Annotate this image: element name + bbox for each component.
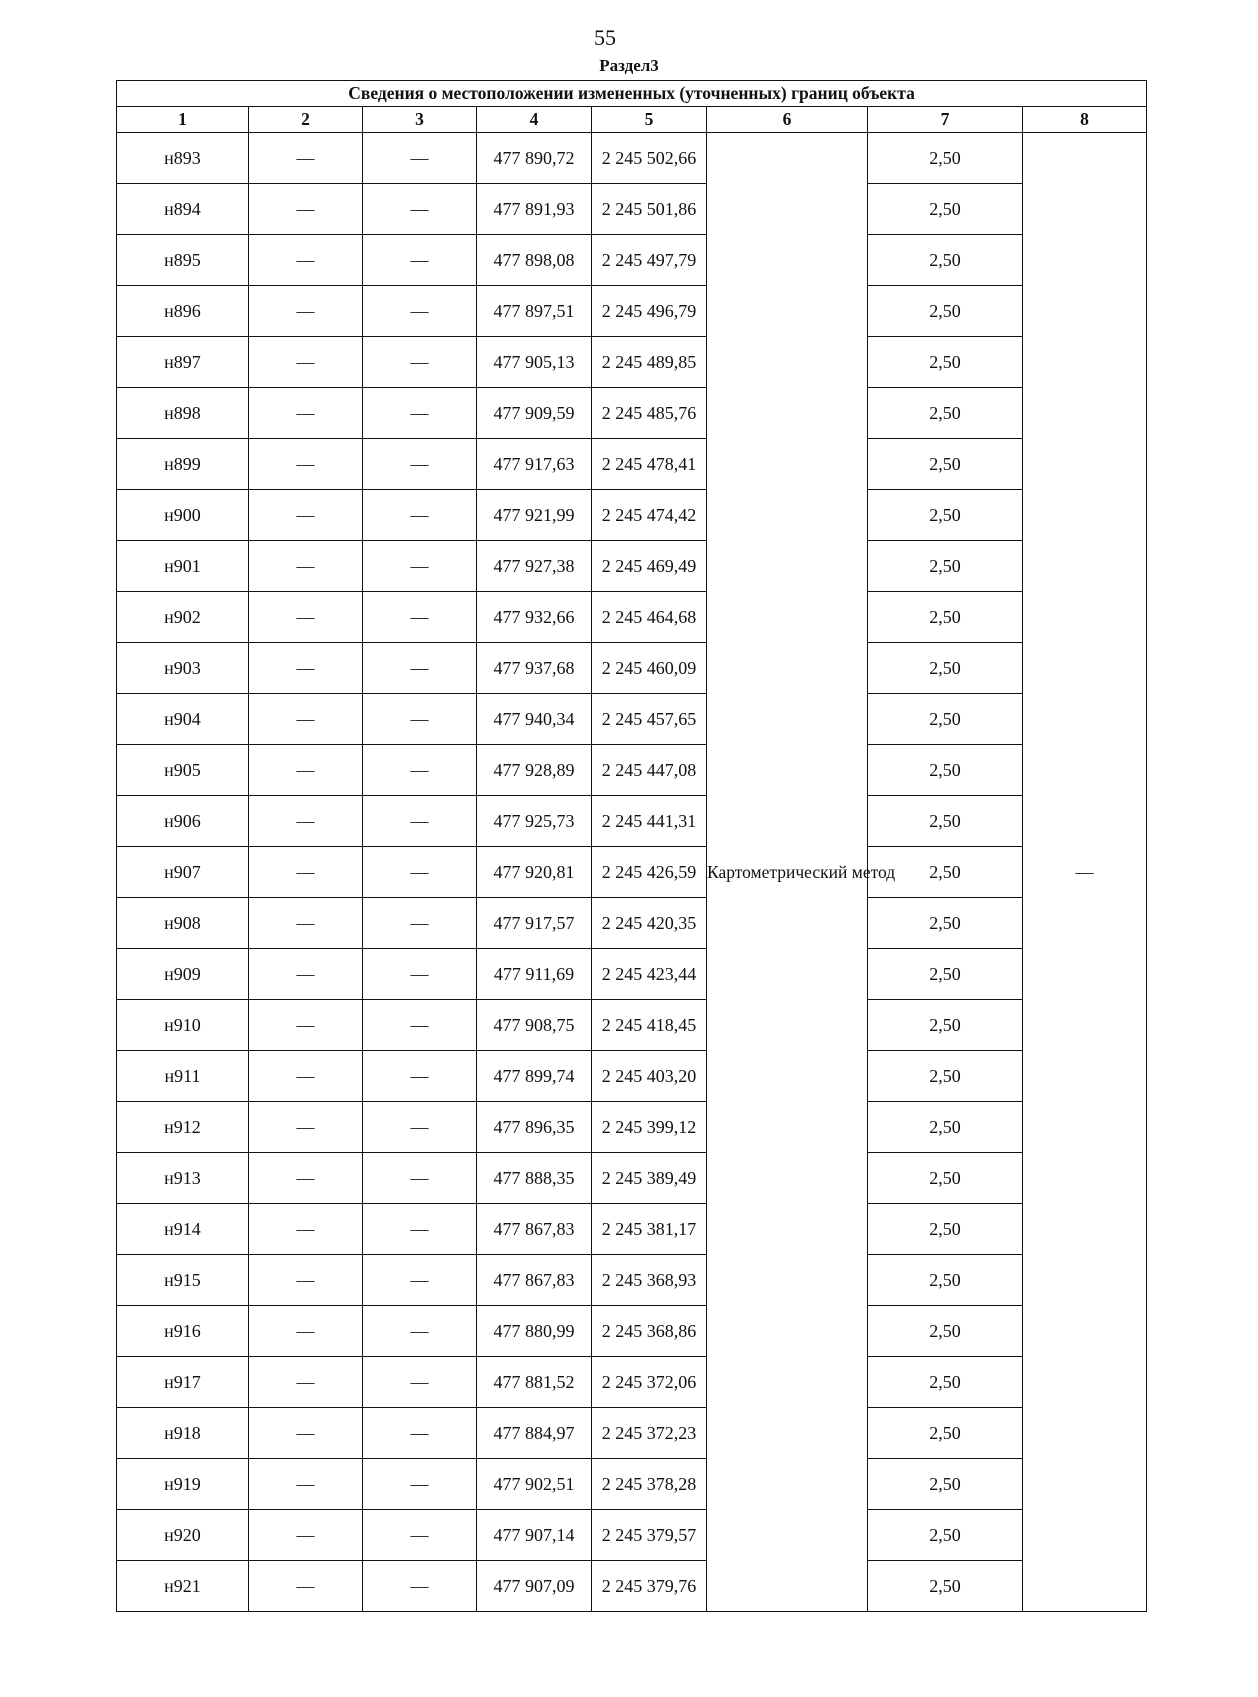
col2-dash-cell: —	[249, 1000, 363, 1051]
x-coordinate-cell: 477 907,14	[477, 1510, 592, 1561]
point-name-cell: н910	[117, 1000, 249, 1051]
accuracy-cell: 2,50	[868, 1306, 1023, 1357]
accuracy-cell: 2,50	[868, 694, 1023, 745]
point-name-cell: н895	[117, 235, 249, 286]
y-coordinate-cell: 2 245 469,49	[592, 541, 707, 592]
y-coordinate-cell: 2 245 379,57	[592, 1510, 707, 1561]
accuracy-cell: 2,50	[868, 1459, 1023, 1510]
x-coordinate-cell: 477 911,69	[477, 949, 592, 1000]
table-row	[117, 1051, 1147, 1102]
col2-dash-cell: —	[249, 847, 363, 898]
x-coordinate-cell: 477 932,66	[477, 592, 592, 643]
col2-dash-cell: —	[249, 796, 363, 847]
col2-dash-cell: —	[249, 1357, 363, 1408]
point-name-cell: н898	[117, 388, 249, 439]
accuracy-cell: 2,50	[868, 1255, 1023, 1306]
col2-dash-cell: —	[249, 133, 363, 184]
table-row	[117, 1306, 1147, 1357]
x-coordinate-cell: 477 880,99	[477, 1306, 592, 1357]
accuracy-cell: 2,50	[868, 541, 1023, 592]
y-coordinate-cell: 2 245 496,79	[592, 286, 707, 337]
point-name-cell: н896	[117, 286, 249, 337]
point-name-cell: н900	[117, 490, 249, 541]
x-coordinate-cell: 477 907,09	[477, 1561, 592, 1612]
col2-dash-cell: —	[249, 1561, 363, 1612]
col3-dash-cell: —	[363, 1255, 477, 1306]
x-coordinate-cell: 477 905,13	[477, 337, 592, 388]
y-coordinate-cell: 2 245 378,28	[592, 1459, 707, 1510]
accuracy-cell: 2,50	[868, 133, 1023, 184]
col2-dash-cell: —	[249, 184, 363, 235]
y-coordinate-cell: 2 245 379,76	[592, 1561, 707, 1612]
accuracy-cell: 2,50	[868, 1357, 1023, 1408]
table-row	[117, 1000, 1147, 1051]
table-row	[117, 949, 1147, 1000]
col3-dash-cell: —	[363, 694, 477, 745]
accuracy-cell: 2,50	[868, 286, 1023, 337]
point-name-cell: н893	[117, 133, 249, 184]
table-row	[117, 184, 1147, 235]
table-caption: Сведения о местоположении измененных (уточненных) границ объекта	[117, 81, 1147, 107]
table-row	[117, 235, 1147, 286]
x-coordinate-cell: 477 899,74	[477, 1051, 592, 1102]
table-row	[117, 1459, 1147, 1510]
col3-dash-cell: —	[363, 847, 477, 898]
table-row	[117, 1510, 1147, 1561]
x-coordinate-cell: 477 909,59	[477, 388, 592, 439]
accuracy-cell: 2,50	[868, 388, 1023, 439]
accuracy-cell: 2,50	[868, 1102, 1023, 1153]
table-row	[117, 1357, 1147, 1408]
table-row	[117, 133, 1147, 184]
table-row	[117, 1408, 1147, 1459]
table-row	[117, 286, 1147, 337]
table-row	[117, 490, 1147, 541]
table-row	[117, 1102, 1147, 1153]
col2-dash-cell: —	[249, 1153, 363, 1204]
col3-dash-cell: —	[363, 1051, 477, 1102]
x-coordinate-cell: 477 917,63	[477, 439, 592, 490]
x-coordinate-cell: 477 881,52	[477, 1357, 592, 1408]
y-coordinate-cell: 2 245 501,86	[592, 184, 707, 235]
col3-dash-cell: —	[363, 898, 477, 949]
col3-dash-cell: —	[363, 490, 477, 541]
accuracy-cell: 2,50	[868, 1051, 1023, 1102]
method-cell: Картометрический метод	[707, 133, 868, 1612]
table-row	[117, 847, 1147, 898]
point-name-cell: н916	[117, 1306, 249, 1357]
x-coordinate-cell: 477 928,89	[477, 745, 592, 796]
accuracy-cell: 2,50	[868, 1204, 1023, 1255]
col3-dash-cell: —	[363, 1000, 477, 1051]
accuracy-cell: 2,50	[868, 1408, 1023, 1459]
column-header-1: 1	[117, 107, 249, 133]
x-coordinate-cell: 477 884,97	[477, 1408, 592, 1459]
point-name-cell: н914	[117, 1204, 249, 1255]
col3-dash-cell: —	[363, 949, 477, 1000]
accuracy-cell: 2,50	[868, 184, 1023, 235]
table-row	[117, 1153, 1147, 1204]
point-name-cell: н909	[117, 949, 249, 1000]
table-body	[117, 133, 1147, 1612]
boundary-coordinates-table	[116, 80, 1147, 1612]
accuracy-cell: 2,50	[868, 1000, 1023, 1051]
accuracy-cell: 2,50	[868, 1510, 1023, 1561]
col3-dash-cell: —	[363, 1408, 477, 1459]
col2-dash-cell: —	[249, 1051, 363, 1102]
col2-dash-cell: —	[249, 949, 363, 1000]
col3-dash-cell: —	[363, 745, 477, 796]
col2-dash-cell: —	[249, 694, 363, 745]
x-coordinate-cell: 477 937,68	[477, 643, 592, 694]
col3-dash-cell: —	[363, 133, 477, 184]
y-coordinate-cell: 2 245 502,66	[592, 133, 707, 184]
point-name-cell: н918	[117, 1408, 249, 1459]
column-header-row	[117, 107, 1147, 133]
col2-dash-cell: —	[249, 388, 363, 439]
col2-dash-cell: —	[249, 490, 363, 541]
accuracy-cell: 2,50	[868, 439, 1023, 490]
x-coordinate-cell: 477 908,75	[477, 1000, 592, 1051]
table-row	[117, 1561, 1147, 1612]
point-name-cell: н899	[117, 439, 249, 490]
y-coordinate-cell: 2 245 403,20	[592, 1051, 707, 1102]
x-coordinate-cell: 477 902,51	[477, 1459, 592, 1510]
accuracy-cell: 2,50	[868, 490, 1023, 541]
table-row	[117, 541, 1147, 592]
point-name-cell: н902	[117, 592, 249, 643]
section-title: Раздел3	[599, 56, 659, 75]
col2-dash-cell: —	[249, 1408, 363, 1459]
col3-dash-cell: —	[363, 1459, 477, 1510]
point-name-cell: н911	[117, 1051, 249, 1102]
col3-dash-cell: —	[363, 235, 477, 286]
point-name-cell: н908	[117, 898, 249, 949]
col2-dash-cell: —	[249, 1306, 363, 1357]
column-header-3: 3	[363, 107, 477, 133]
point-name-cell: н906	[117, 796, 249, 847]
x-coordinate-cell: 477 891,93	[477, 184, 592, 235]
col2-dash-cell: —	[249, 286, 363, 337]
col3-dash-cell: —	[363, 592, 477, 643]
x-coordinate-cell: 477 940,34	[477, 694, 592, 745]
col2-dash-cell: —	[249, 235, 363, 286]
col3-dash-cell: —	[363, 388, 477, 439]
point-name-cell: н915	[117, 1255, 249, 1306]
y-coordinate-cell: 2 245 485,76	[592, 388, 707, 439]
col2-dash-cell: —	[249, 1459, 363, 1510]
y-coordinate-cell: 2 245 457,65	[592, 694, 707, 745]
table-row	[117, 796, 1147, 847]
x-coordinate-cell: 477 917,57	[477, 898, 592, 949]
point-name-cell: н907	[117, 847, 249, 898]
col3-dash-cell: —	[363, 1102, 477, 1153]
y-coordinate-cell: 2 245 372,06	[592, 1357, 707, 1408]
y-coordinate-cell: 2 245 464,68	[592, 592, 707, 643]
table-row	[117, 592, 1147, 643]
page-number: 55	[594, 25, 616, 50]
point-name-cell: н897	[117, 337, 249, 388]
y-coordinate-cell: 2 245 426,59	[592, 847, 707, 898]
col3-dash-cell: —	[363, 337, 477, 388]
column-header-7: 7	[868, 107, 1023, 133]
col3-dash-cell: —	[363, 184, 477, 235]
accuracy-cell: 2,50	[868, 235, 1023, 286]
col2-dash-cell: —	[249, 1510, 363, 1561]
column-header-5: 5	[592, 107, 707, 133]
point-name-cell: н920	[117, 1510, 249, 1561]
y-coordinate-cell: 2 245 418,45	[592, 1000, 707, 1051]
x-coordinate-cell: 477 920,81	[477, 847, 592, 898]
y-coordinate-cell: 2 245 441,31	[592, 796, 707, 847]
accuracy-cell: 2,50	[868, 745, 1023, 796]
x-coordinate-cell: 477 890,72	[477, 133, 592, 184]
x-coordinate-cell: 477 921,99	[477, 490, 592, 541]
point-name-cell: н903	[117, 643, 249, 694]
point-name-cell: н919	[117, 1459, 249, 1510]
y-coordinate-cell: 2 245 497,79	[592, 235, 707, 286]
table-row	[117, 694, 1147, 745]
y-coordinate-cell: 2 245 489,85	[592, 337, 707, 388]
col2-dash-cell: —	[249, 1204, 363, 1255]
accuracy-cell: 2,50	[868, 796, 1023, 847]
accuracy-cell: 2,50	[868, 949, 1023, 1000]
point-name-cell: н901	[117, 541, 249, 592]
y-coordinate-cell: 2 245 368,86	[592, 1306, 707, 1357]
col2-dash-cell: —	[249, 898, 363, 949]
col3-dash-cell: —	[363, 286, 477, 337]
table-row	[117, 643, 1147, 694]
column-header-4: 4	[477, 107, 592, 133]
y-coordinate-cell: 2 245 447,08	[592, 745, 707, 796]
point-name-cell: н894	[117, 184, 249, 235]
accuracy-cell: 2,50	[868, 1561, 1023, 1612]
col3-dash-cell: —	[363, 1561, 477, 1612]
col2-dash-cell: —	[249, 1102, 363, 1153]
y-coordinate-cell: 2 245 368,93	[592, 1255, 707, 1306]
y-coordinate-cell: 2 245 423,44	[592, 949, 707, 1000]
x-coordinate-cell: 477 897,51	[477, 286, 592, 337]
col3-dash-cell: —	[363, 439, 477, 490]
x-coordinate-cell: 477 867,83	[477, 1255, 592, 1306]
col2-dash-cell: —	[249, 643, 363, 694]
table-row	[117, 1204, 1147, 1255]
x-coordinate-cell: 477 927,38	[477, 541, 592, 592]
y-coordinate-cell: 2 245 420,35	[592, 898, 707, 949]
y-coordinate-cell: 2 245 381,17	[592, 1204, 707, 1255]
table-row	[117, 388, 1147, 439]
col3-dash-cell: —	[363, 1153, 477, 1204]
column-header-6: 6	[707, 107, 868, 133]
table-row	[117, 898, 1147, 949]
table-row	[117, 337, 1147, 388]
table-row	[117, 745, 1147, 796]
column-header-2: 2	[249, 107, 363, 133]
col3-dash-cell: —	[363, 1306, 477, 1357]
col3-dash-cell: —	[363, 643, 477, 694]
x-coordinate-cell: 477 898,08	[477, 235, 592, 286]
y-coordinate-cell: 2 245 389,49	[592, 1153, 707, 1204]
col2-dash-cell: —	[249, 1255, 363, 1306]
accuracy-cell: 2,50	[868, 847, 1023, 898]
x-coordinate-cell: 477 925,73	[477, 796, 592, 847]
col2-dash-cell: —	[249, 541, 363, 592]
col2-dash-cell: —	[249, 592, 363, 643]
accuracy-cell: 2,50	[868, 1153, 1023, 1204]
x-coordinate-cell: 477 888,35	[477, 1153, 592, 1204]
x-coordinate-cell: 477 896,35	[477, 1102, 592, 1153]
accuracy-cell: 2,50	[868, 592, 1023, 643]
point-name-cell: н913	[117, 1153, 249, 1204]
table-row	[117, 439, 1147, 490]
y-coordinate-cell: 2 245 399,12	[592, 1102, 707, 1153]
col3-dash-cell: —	[363, 541, 477, 592]
accuracy-cell: 2,50	[868, 643, 1023, 694]
y-coordinate-cell: 2 245 460,09	[592, 643, 707, 694]
col2-dash-cell: —	[249, 439, 363, 490]
point-name-cell: н917	[117, 1357, 249, 1408]
col8-dash-cell: —	[1023, 133, 1147, 1612]
col3-dash-cell: —	[363, 1510, 477, 1561]
x-coordinate-cell: 477 867,83	[477, 1204, 592, 1255]
column-header-8: 8	[1023, 107, 1147, 133]
y-coordinate-cell: 2 245 372,23	[592, 1408, 707, 1459]
point-name-cell: н905	[117, 745, 249, 796]
point-name-cell: н904	[117, 694, 249, 745]
col2-dash-cell: —	[249, 337, 363, 388]
accuracy-cell: 2,50	[868, 337, 1023, 388]
y-coordinate-cell: 2 245 474,42	[592, 490, 707, 541]
accuracy-cell: 2,50	[868, 898, 1023, 949]
col3-dash-cell: —	[363, 1204, 477, 1255]
col3-dash-cell: —	[363, 1357, 477, 1408]
point-name-cell: н921	[117, 1561, 249, 1612]
col2-dash-cell: —	[249, 745, 363, 796]
y-coordinate-cell: 2 245 478,41	[592, 439, 707, 490]
point-name-cell: н912	[117, 1102, 249, 1153]
table-row	[117, 1255, 1147, 1306]
col3-dash-cell: —	[363, 796, 477, 847]
